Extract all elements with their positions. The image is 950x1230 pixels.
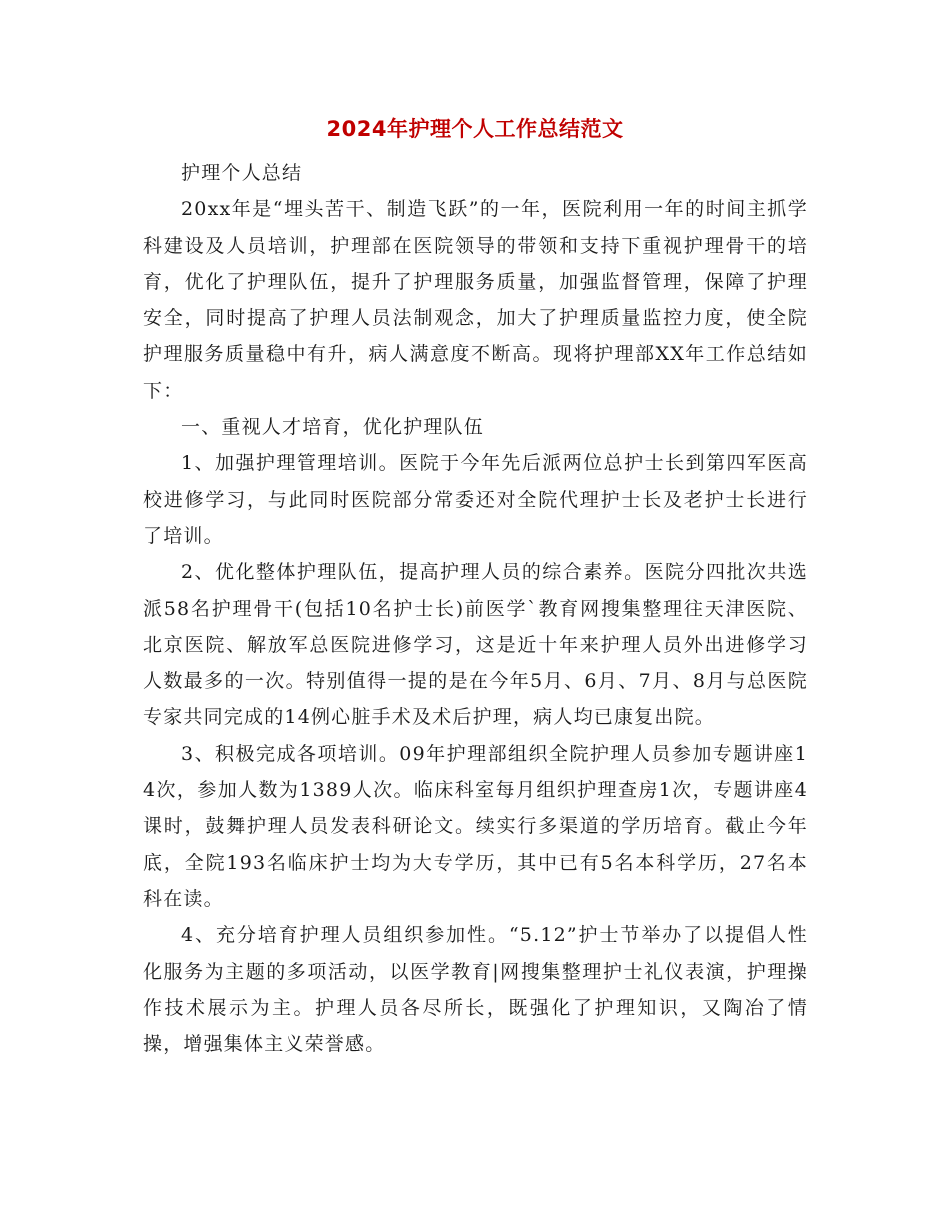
paragraph-intro: 20xx年是“埋头苦干、制造飞跃”的一年，医院利用一年的时间主抓学科建设及人员培训，护理部在医院领导的带领和支持下重视护理骨干的培育，优化了护理队伍，提升了护理服务质量，加强监督管理，保障了护理安全，同时提高了护理人员法制观念，加大了护理质量监控力度，使全院护理服务质量稳中有升，病人满意度不断高。现将护理部XX年工作总结如下：	[143, 198, 808, 402]
document-title: 2024年护理个人工作总结范文	[326, 117, 624, 141]
paragraph-item-2: 2、优化整体护理队伍，提高护理人员的综合素养。医院分四批次共选派58名护理骨干(包括10名护士长)前医学`教育网搜集整理往天津医院、北京医院、解放军总医院进修学习，这是近十年来护理人员外出进修学习人数最多的一次。特别值得一提的是在今年5月、6月、7月、8月与总医院专家共同完成的14例心脏手术及术后护理，病人均已康复出院。	[143, 561, 808, 729]
paragraph-item-4: 4、充分培育护理人员组织参加性。“5.12”护士节举办了以提倡人性化服务为主题的多项活动，以医学教育|网搜集整理护士礼仪表演，护理操作技术展示为主。护理人员各尽所长，既强化了护理知识，又陶冶了情操，增强集体主义荣誉感。	[143, 924, 808, 1056]
section-heading: 一、重视人才培育，优化护理队伍	[181, 416, 485, 439]
document-body	[143, 155, 808, 1062]
paragraph-item-3: 3、积极完成各项培训。09年护理部组织全院护理人员参加专题讲座14次，参加人数为1389人次。临床科室每月组织护理查房1次，专题讲座4课时，鼓舞护理人员发表科研论文。续实行多渠道的学历培育。截止今年底，全院193名临床护士均为大专学历，其中已有5名本科学历，27名本科在读。	[143, 742, 808, 910]
document-subtitle: 护理个人总结	[181, 162, 303, 184]
paragraph-item-1: 1、加强护理管理培训。医院于今年先后派两位总护士长到第四军医高校进修学习，与此同时医院部分常委还对全院代理护士长及老护士长进行了培训。	[143, 452, 808, 547]
